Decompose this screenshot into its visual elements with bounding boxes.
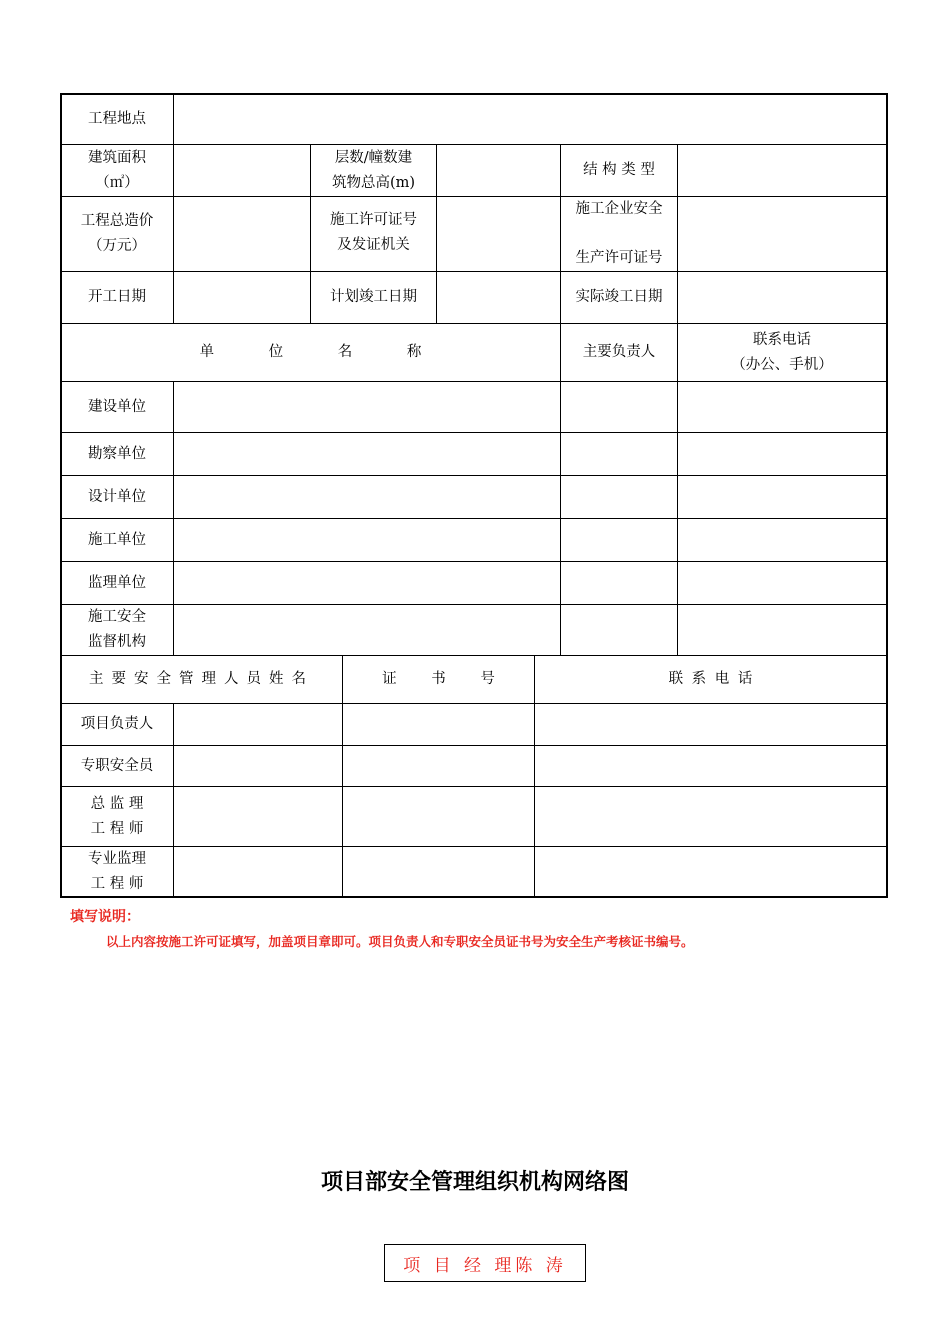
row-divider: [60, 846, 888, 847]
staff-row-label: 总 监 理 工 程 师: [90, 795, 144, 837]
location-label: 工程地点: [88, 110, 146, 127]
floors-label: 层数/幢数建 筑物总高(m): [331, 149, 416, 191]
org-chart-title: 项目部安全管理组织机构网络图: [320, 1170, 629, 1195]
start-date-label: 开工日期: [88, 289, 146, 305]
row-divider: [60, 381, 888, 382]
notes-title: 填写说明：: [70, 909, 140, 925]
col-divider: [173, 144, 174, 323]
col-divider: [436, 144, 437, 323]
row-divider: [60, 786, 888, 787]
permit-label: 施工许可证号 及发证机关: [330, 212, 417, 253]
staff-row-label: 专业监理 工 程 师: [88, 850, 146, 892]
structure-label: 结 构 类 型: [583, 162, 655, 178]
org-chart-top-box: [384, 1244, 586, 1282]
safety-license-label: 施工企业安全 生产许可证号: [575, 201, 663, 266]
row-divider: [60, 745, 888, 746]
area-label: 建筑面积 （㎡）: [88, 149, 146, 191]
unit-phone-header: 联系电话 （办公、手机）: [731, 331, 833, 373]
staff-row-label: 项目负责人: [80, 716, 154, 732]
unit-row-label: 监理单位: [88, 574, 146, 591]
row-divider: [60, 144, 888, 145]
col-divider: [677, 144, 678, 655]
notes-body: 以上内容按施工许可证填写，加盖项目章即可。项目负责人和专职安全员证书号为安全生产考核证书编号。: [106, 934, 694, 949]
unit-leader-header: 主要负责人: [582, 344, 656, 360]
row-divider: [60, 475, 888, 476]
unit-row-label: 建设单位: [88, 398, 146, 415]
row-divider: [60, 518, 888, 519]
staff-name-header: 主要安全管理人员姓名: [89, 671, 314, 687]
cost-label: 工程总造价 （万元）: [80, 213, 154, 254]
col-divider: [173, 381, 174, 655]
col-divider: [173, 703, 174, 896]
row-divider: [60, 561, 888, 562]
location-value[interactable]: [174, 94, 886, 144]
row-divider: [60, 196, 888, 197]
staff-phone-header: 联 系 电 话: [668, 671, 753, 687]
row-divider: [60, 703, 888, 704]
unit-row-label: 设计单位: [88, 488, 146, 505]
planned-finish-label: 计划竣工日期: [330, 289, 417, 305]
unit-row-label: 施工单位: [88, 531, 146, 548]
unit-name-header: 单 位 名 称: [199, 344, 422, 360]
staff-row-label: 专职安全员: [80, 757, 154, 774]
unit-row-label: 施工安全 监督机构: [88, 609, 146, 650]
table-border: [60, 896, 888, 898]
staff-cert-header: 证 书 号: [382, 671, 495, 687]
row-divider: [60, 604, 888, 605]
actual-finish-label: 实际竣工日期: [575, 289, 663, 305]
unit-row-label: 勘察单位: [88, 445, 146, 462]
org-chart-top-box-label: 项 目 经 理陈 涛: [403, 1255, 567, 1276]
table-border: [886, 93, 888, 897]
row-divider: [60, 432, 888, 433]
row-divider: [60, 271, 888, 272]
